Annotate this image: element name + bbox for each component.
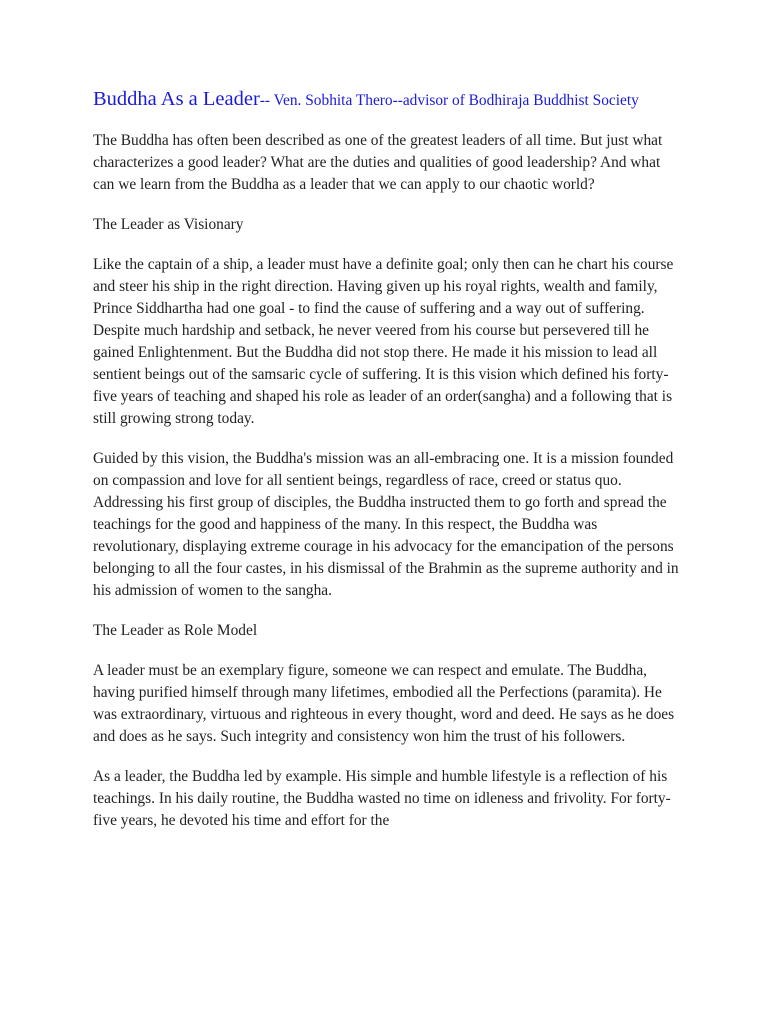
document-title: Buddha As a Leader (93, 88, 260, 110)
section-heading-role-model: The Leader as Role Model (93, 622, 258, 639)
visionary-paragraph-2: Guided by this vision, the Buddha's mission was an all-embracing one. It is a mission founded on compassion and love for all sentient beings, regardless of race, creed or status quo. Addressing his first group of disciples, the Buddha instructed them to go forth and spread the teachings for the good and happiness of the many. In this respect, the Buddha was revolutionary, displaying extreme courage in his advocacy for the emancipation of the persons belonging to all the four castes, in his dismissal of the Brahmin as the supreme authority and in his admission of women to the sangha. (93, 450, 679, 599)
role-model-paragraph-2: As a leader, the Buddha led by example. His simple and humble lifestyle is a reflection of his teachings. In his daily routine, the Buddha wasted no time on idleness and frivolity. For forty-five years, he devoted his time and effort for the (93, 768, 671, 829)
section-heading-visionary: The Leader as Visionary (93, 216, 244, 233)
title-block (93, 88, 683, 112)
document-body (93, 88, 683, 850)
document-byline: -- Ven. Sobhita Thero--advisor of Bodhiraja Buddhist Society (259, 92, 639, 109)
intro-paragraph: The Buddha has often been described as one of the greatest leaders of all time. But just what characterizes a good leader? What are the duties and qualities of good leadership? And what can we learn from the Buddha as a leader that we can apply to our chaotic world? (93, 132, 663, 193)
role-model-paragraph-1: A leader must be an exemplary figure, someone we can respect and emulate. The Buddha, having purified himself through many lifetimes, embodied all the Perfections (paramita). He was extraordinary, virtuous and righteous in every thought, word and deed. He says as he does and does as he says. Such integrity and consistency won him the trust of his followers. (93, 662, 675, 745)
visionary-paragraph-1: Like the captain of a ship, a leader must have a definite goal; only then can he chart his course and steer his ship in the right direction. Having given up his royal rights, wealth and family, Prince Siddhartha had one goal - to find the cause of suffering and a way out of suffering. Despite much hardship and setback, he never veered from his course but persevered till he gained Enlightenment. But the Buddha did not stop there. He made it his mission to lead all sentient beings out of the samsaric cycle of suffering. It is this vision which defined his forty-five years of teaching and shaped his role as leader of an order(sangha) and a following that is still growing strong today. (93, 256, 674, 427)
